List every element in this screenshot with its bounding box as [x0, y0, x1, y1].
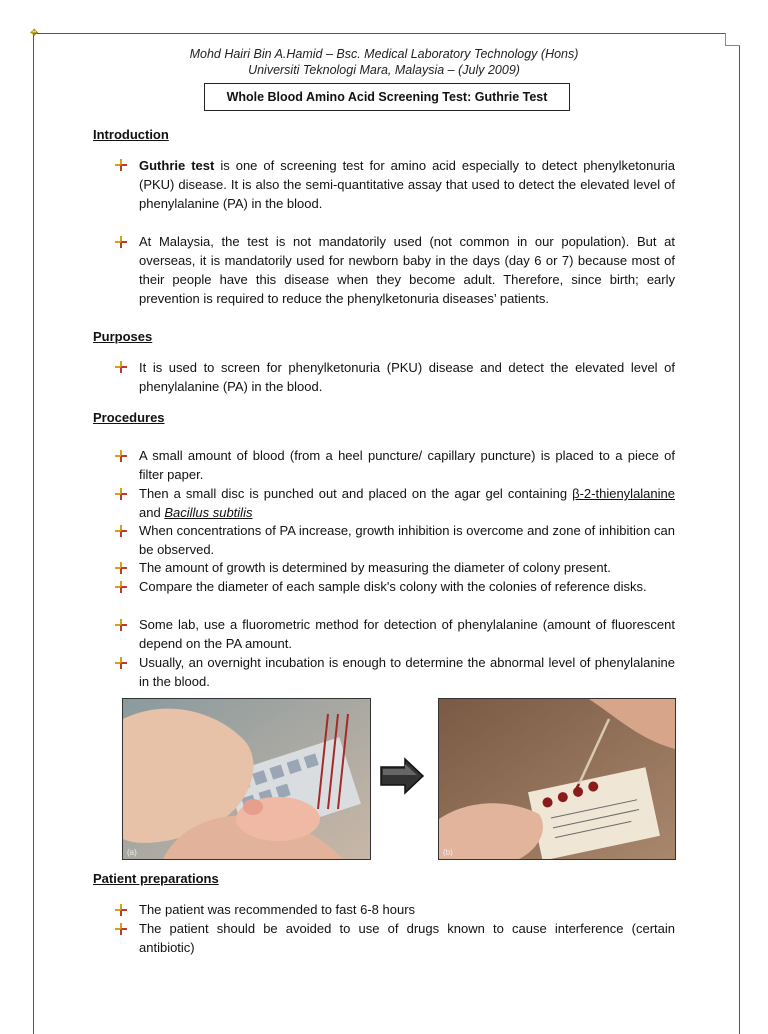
- bullet-arrow-icon: [114, 656, 128, 670]
- bullet-arrow-icon: [114, 524, 128, 538]
- bullet-arrow-icon: [114, 922, 128, 936]
- bullet-arrow-icon: [114, 487, 128, 501]
- bullet-arrow-icon: [114, 235, 128, 249]
- patient-preparations-heading: Patient preparations: [93, 871, 219, 886]
- bullet-arrow-icon: [114, 903, 128, 917]
- purposes-heading: Purposes: [93, 329, 153, 344]
- patient-prep-item-2: The patient should be avoided to use of drugs known to cause interference (certain antibiotic): [139, 921, 675, 955]
- bullet-arrow-icon: [114, 449, 128, 463]
- bullet-arrow-icon: [114, 618, 128, 632]
- procedure-item-7: Usually, an overnight incubation is enough to determine the abnormal level of phenylalanine in the blood.: [139, 655, 675, 689]
- figure-b-caption: (b): [443, 848, 453, 857]
- procedure-item-3: When concentrations of PA increase, growth inhibition is overcome and zone of inhibition can be observed.: [139, 523, 675, 557]
- document-title: Whole Blood Amino Acid Screening Test: Guthrie Test: [204, 83, 570, 111]
- anchor-mark-icon: ✥: [30, 28, 39, 39]
- procedures-heading: Procedures: [93, 410, 165, 425]
- header-author-line: Mohd Hairi Bin A.Hamid – Bsc. Medical Laboratory Technology (Hons): [189, 47, 579, 61]
- intro-paragraph-2: At Malaysia, the test is not mandatorily used (not common in our population). But at overseas, it is mandatorily used for newborn baby in the days (day 6 or 7) because most of their people have this disease when they become adult. Therefore, since birth; early prevention is required to reduce the phenylketonuria diseases’ patients.: [139, 234, 675, 306]
- procedure-item-4: The amount of growth is determined by measuring the diameter of colony present.: [139, 560, 611, 575]
- procedure-item-2: Then a small disc is punched out and placed on the agar gel containing β-2-thienylalanine and Bacillus subtilis: [139, 486, 675, 520]
- filter-paper-illustration: [439, 699, 675, 859]
- bacillus-subtilis-term: Bacillus subtilis: [164, 505, 253, 520]
- bullet-arrow-icon: [114, 580, 128, 594]
- procedure-item-5: Compare the diameter of each sample disk's colony with the colonies of reference disks.: [139, 579, 647, 594]
- procedure-item-1: A small amount of blood (from a heel puncture/ capillary puncture) is placed to a piece of filter paper.: [139, 448, 675, 482]
- right-arrow-icon: [379, 756, 425, 796]
- photo-filter-paper-card: [438, 698, 676, 860]
- thienylalanine-term: β-2-thienylalanine: [572, 486, 675, 501]
- photo-heel-puncture: [122, 698, 371, 860]
- guthrie-test-term: Guthrie test: [139, 158, 215, 173]
- header-institution-line: Universiti Teknologi Mara, Malaysia – (July 2009): [248, 63, 520, 77]
- procedure-item-6: Some lab, use a fluorometric method for detection of phenylalanine (amount of fluorescent depend on the PA amount.: [139, 617, 675, 651]
- document-header: [0, 46, 768, 78]
- patient-prep-item-1: The patient was recommended to fast 6-8 hours: [139, 902, 416, 917]
- figure-a-caption: (a): [127, 848, 137, 857]
- purpose-item-1: It is used to screen for phenylketonuria (PKU) disease and detect the elevated level of phenylalanine (PA) in the blood.: [139, 360, 675, 394]
- page-fold-corner: [725, 33, 740, 46]
- bullet-arrow-icon: [114, 360, 128, 374]
- intro-paragraph-1: Guthrie test is one of screening test for amino acid especially to detect phenylketonuria (PKU) disease. It is also the semi-quantitative assay that used to detect the elevated level of phenylalanine (PA) in the blood.: [139, 158, 675, 211]
- heel-puncture-illustration: [123, 699, 370, 859]
- bullet-arrow-icon: [114, 158, 128, 172]
- introduction-heading: Introduction: [93, 127, 169, 142]
- bullet-arrow-icon: [114, 561, 128, 575]
